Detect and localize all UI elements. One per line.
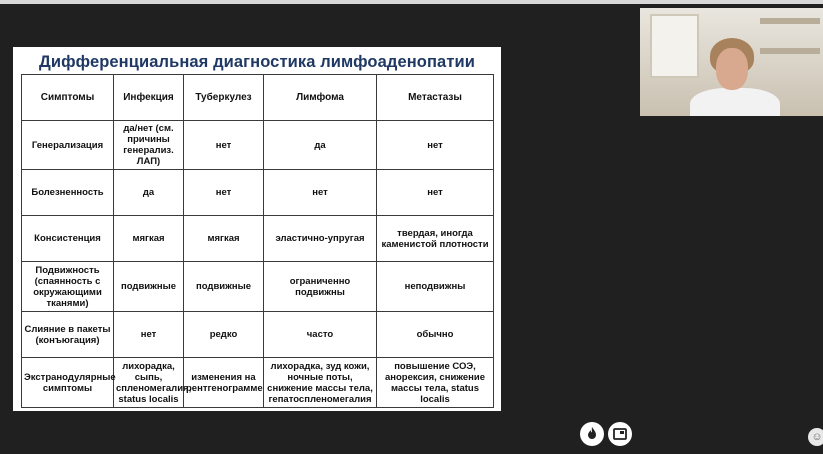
table-cell: да [114,170,184,216]
table-cell: мягкая [114,216,184,262]
table-cell: изменения на рентгенограмме [184,358,264,408]
presenter-video[interactable] [640,8,823,116]
slide-title: Дифференциальная диагностика лимфоаденопатии [38,53,475,71]
row-label: Экстранодулярные симптомы [22,358,114,408]
table-cell: подвижные [184,262,264,312]
table-cell: обычно [377,312,494,358]
table-cell: редко [184,312,264,358]
table-cell: нет [377,170,494,216]
table-cell: твердая, иногда каменистой плотности [377,216,494,262]
table-cell: нет [184,170,264,216]
table-row [22,121,494,170]
table-row [22,312,494,358]
table-cell: неподвижны [377,262,494,312]
presenter-face [716,48,748,90]
screen-share-icon[interactable] [608,422,632,446]
flame-icon-graphic [580,422,604,446]
header-cell: Симптомы [22,75,114,121]
header-cell: Туберкулез [184,75,264,121]
table-cell: мягкая [184,216,264,262]
header-cell: Инфекция [114,75,184,121]
table-row [22,358,494,408]
table-row [22,262,494,312]
row-label: Подвижность (спаянность с окружающими тканями) [22,262,114,312]
table-cell: эластично-упругая [264,216,377,262]
emoji-icon[interactable]: ☺ [808,428,823,446]
row-label: Генерализация [22,121,114,170]
table-row [22,216,494,262]
table-cell: да [264,121,377,170]
table-cell: лихорадка, сыпь, спленомегалия, status localis [114,358,184,408]
table-cell: нет [264,170,377,216]
table-cell: ограниченно подвижны [264,262,377,312]
table-header-row [22,75,494,121]
diagnosis-table [21,74,494,408]
table-cell: повышение СОЭ, анорексия, снижение массы тела, status localis [377,358,494,408]
background-shelf [760,48,820,54]
row-label: Консистенция [22,216,114,262]
row-label: Болезненность [22,170,114,216]
table-row [22,170,494,216]
background-shelf [760,18,820,24]
window-top-edge [0,0,823,4]
table-cell: подвижные [114,262,184,312]
row-label: Слияние в пакеты (конъюгация) [22,312,114,358]
table-cell: часто [264,312,377,358]
background-window [650,14,699,78]
table-cell: лихорадка, зуд кожи, ночные поты, снижение массы тела, гепатоспленомегалия [264,358,377,408]
table-cell: нет [184,121,264,170]
presenter-body [690,88,780,116]
table-cell: нет [114,312,184,358]
header-cell: Лимфома [264,75,377,121]
flame-icon[interactable] [580,422,604,446]
table-cell: да/нет (см. причины генерализ. ЛАП) [114,121,184,170]
table-cell: нет [377,121,494,170]
presentation-slide [13,47,501,411]
header-cell: Метастазы [377,75,494,121]
screen-share-icon-graphic [608,422,632,446]
